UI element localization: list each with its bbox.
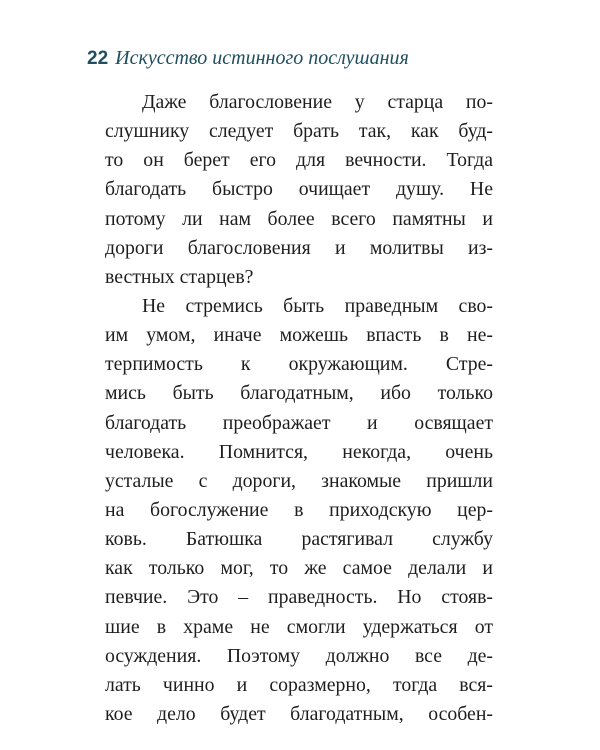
- text-line: вестных старцев?: [105, 265, 254, 288]
- text-line: дороги благословения и молитвы из-: [105, 236, 493, 259]
- text-line: шие в храме не смогли удержаться от: [105, 615, 493, 638]
- text-line: Не стремись быть праведным сво-: [142, 295, 493, 317]
- text-line: благодать быстро очищает душу. Не: [105, 178, 493, 201]
- text-line: певчие. Это – праведность. Но стояв-: [105, 586, 493, 609]
- text-line: кое дело будет благодатным, особен-: [105, 703, 493, 725]
- text-line: благодать преображает и освящает: [105, 411, 493, 434]
- text-line: мись быть благодатным, ибо только: [105, 382, 493, 405]
- text-line: то он берет его для вечности. Тогда: [105, 149, 493, 172]
- text-line: человека. Помнится, некогда, очень: [105, 440, 493, 463]
- book-title: Искусство истинного послушания: [115, 47, 409, 69]
- text-line: как только мог, то же самое делали и: [105, 557, 493, 580]
- text-line: им умом, иначе можешь впасть в не-: [105, 324, 493, 347]
- text-line: лать чинно и соразмерно, тогда вся-: [105, 673, 493, 696]
- page-number: 22: [87, 48, 109, 69]
- running-head: [87, 47, 409, 77]
- text-line: потому ли нам более всего памятны и: [105, 207, 493, 230]
- text-line: терпимость к окружающим. Стре-: [105, 353, 493, 376]
- text-line: Даже благословение у старца по-: [142, 91, 493, 113]
- text-line: осуждения. Поэтому должно все де-: [105, 644, 493, 667]
- text-line: на богослужение в приходскую цер-: [105, 499, 493, 521]
- text-line: ковь. Батюшка растягивал службу: [105, 528, 493, 551]
- text-line: слушнику следует брать так, как буд-: [105, 120, 493, 143]
- text-line: усталые с дороги, знакомые пришли: [105, 469, 493, 492]
